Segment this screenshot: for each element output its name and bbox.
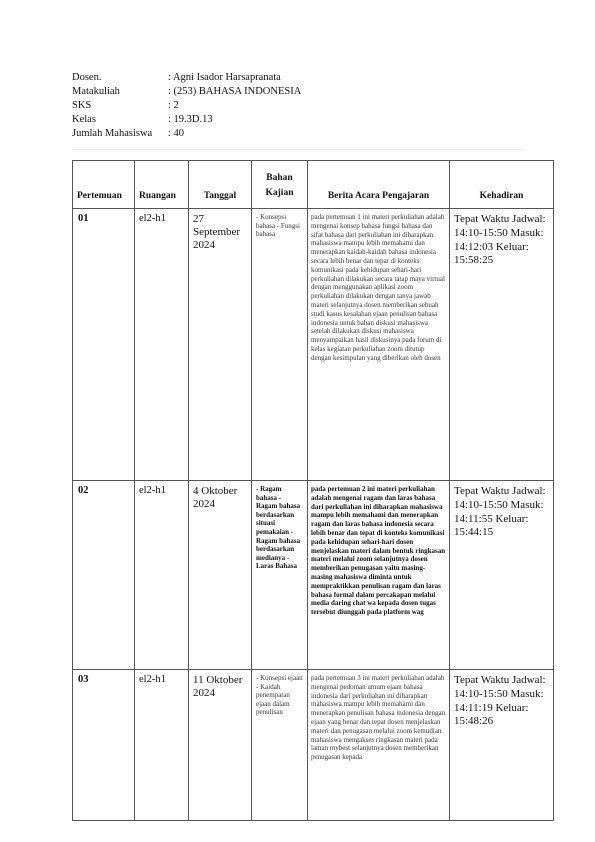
- matakuliah-label: Matakuliah: [72, 86, 120, 97]
- table-header-row: [73, 161, 554, 209]
- jumlah-value: : 40: [168, 128, 185, 139]
- attendance-table: [72, 160, 554, 821]
- kelas-value: : 19.3D.13: [168, 114, 213, 125]
- table-row: [73, 670, 554, 821]
- berita-cell: pada pertemuan 1 ini materi perkuliahan adalah mengenai konsep bahasa fungsi bahasa dan sifat bahasa dari perkuliahan ini diharapkan mahasiswa mampu lebih memahami dan menerapkan kaidah-kaidah bahasa indonesia secara lebih benar dan tepat di konteks komunikasi pada kehidupan sehari-hari perkuliahan dilakukan secara tatap maya virtual dengan menggunakan aplikasi zoom perkuliahan dilakukan dengan tanya jawab materi selanjutnya dosen memberikan sebuah studi kasus kesalahan ejaan penulisan bahasa indonesia untuk bahan diskusi mahasiswa setelah dilakukan diskusi mahasiswa menyampaikan hasil diskusinya pada forum di kelas kegiatan perkuliahan zoom ditutup dengan kesimpulan yang diberikan oleh dosen: [308, 209, 450, 481]
- table-row: [73, 481, 554, 670]
- table-row: [73, 209, 554, 481]
- ruangan-cell: el2-h1: [135, 209, 189, 481]
- kehadiran-cell: Tepat Waktu Jadwal: 14:10-15:50 Masuk: 14:11:19 Keluar: 15:48:26: [450, 670, 554, 821]
- sks-value: : 2: [168, 100, 179, 111]
- jumlah-row: [72, 127, 301, 141]
- course-info: [72, 71, 301, 141]
- header-pertemuan: Pertemuan: [73, 161, 135, 209]
- bahan-cell: - Konsepsi ejaan - Kaidah penempatan ejaan dalam penulisan: [252, 670, 308, 821]
- divider: [72, 149, 524, 150]
- pertemuan-cell: 03: [73, 670, 135, 821]
- kehadiran-cell: Tepat Waktu Jadwal: 14:10-15:50 Masuk: 14:11:55 Keluar: 15:44:15: [450, 481, 554, 670]
- tanggal-cell: 27 September 2024: [189, 209, 252, 481]
- dosen-value: : Agni Isador Harsapranata: [168, 72, 281, 83]
- sks-row: [72, 99, 301, 113]
- jumlah-label: Jumlah Mahasiswa: [72, 128, 153, 139]
- bahan-cell: - Ragam bahasa - Ragam bahasa berdasarkan situasi pemakaian - Ragam bahasa berdasarkan medianya - Laras Bahasa: [252, 481, 308, 670]
- pertemuan-cell: 02: [73, 481, 135, 670]
- header-tanggal: Tanggal: [189, 161, 252, 209]
- tanggal-cell: 4 Oktober 2024: [189, 481, 252, 670]
- tanggal-cell: 11 Oktober 2024: [189, 670, 252, 821]
- header-bahan: Bahan: [266, 173, 293, 183]
- bahan-cell: - Konsepsi bahasa - Fungsi bahasa: [252, 209, 308, 481]
- kelas-label: Kelas: [72, 114, 96, 125]
- kehadiran-cell: Tepat Waktu Jadwal: 14:10-15:50 Masuk: 14:12:03 Keluar: 15:58:25: [450, 209, 554, 481]
- header-bahan-kajian: [252, 161, 308, 209]
- matakuliah-value: : (253) BAHASA INDONESIA: [168, 86, 302, 97]
- header-ruangan: Ruangan: [135, 161, 189, 209]
- dosen-row: [72, 71, 301, 85]
- berita-cell: pada pertemuan 3 ini materi perkuliahan adalah mengenai pedoman umum ejaan bahasa indonesia dari perkuliahan ini diharapkan mahasiswa mampu lebih memahami dan menerapkan penulisan bahasa indonesia dengan ejaan yang benar dan tepat dosen menjelaskan materi dan penugasan melalui zoom kemudian mahasiswa mengakses ringkasan materi pada laman mybest selanjutnya dosen memberikan penugasan kepada: [308, 670, 450, 821]
- ruangan-cell: el2-h1: [135, 670, 189, 821]
- kelas-row: [72, 113, 301, 127]
- matakuliah-row: [72, 85, 301, 99]
- header-kajian: Kajian: [265, 188, 294, 198]
- header-berita: Berita Acara Pengajaran: [308, 161, 450, 209]
- header-kehadiran: Kehadiran: [450, 161, 554, 209]
- sks-label: SKS: [72, 100, 92, 111]
- ruangan-cell: el2-h1: [135, 481, 189, 670]
- pertemuan-cell: 01: [73, 209, 135, 481]
- berita-cell: pada pertemuan 2 ini materi perkuliahan adalah mengenai ragam dan laras bahasa dari perkuliahan ini diharapkan mahasiswa mampu lebih memahami dan menerapkan ragam dan laras bahasa indonesia secara lebih benar dan tepat di konteks komunikasi pada kehidupan sehari-hari dosen menjelaskan materi dalam bentuk ringkasan materi melalui zoom selanjutnya dosen memberikan penugasan yaitu masing-masing mahasiswa diminta untuk mempraktikkan penulisan ragam dan laras bahasa formal dalam percakapan melalui media daring chat wa kepada dosen tugas tersebut diunggah pada platform wag: [308, 481, 450, 670]
- dosen-label: Dosen.: [72, 72, 102, 83]
